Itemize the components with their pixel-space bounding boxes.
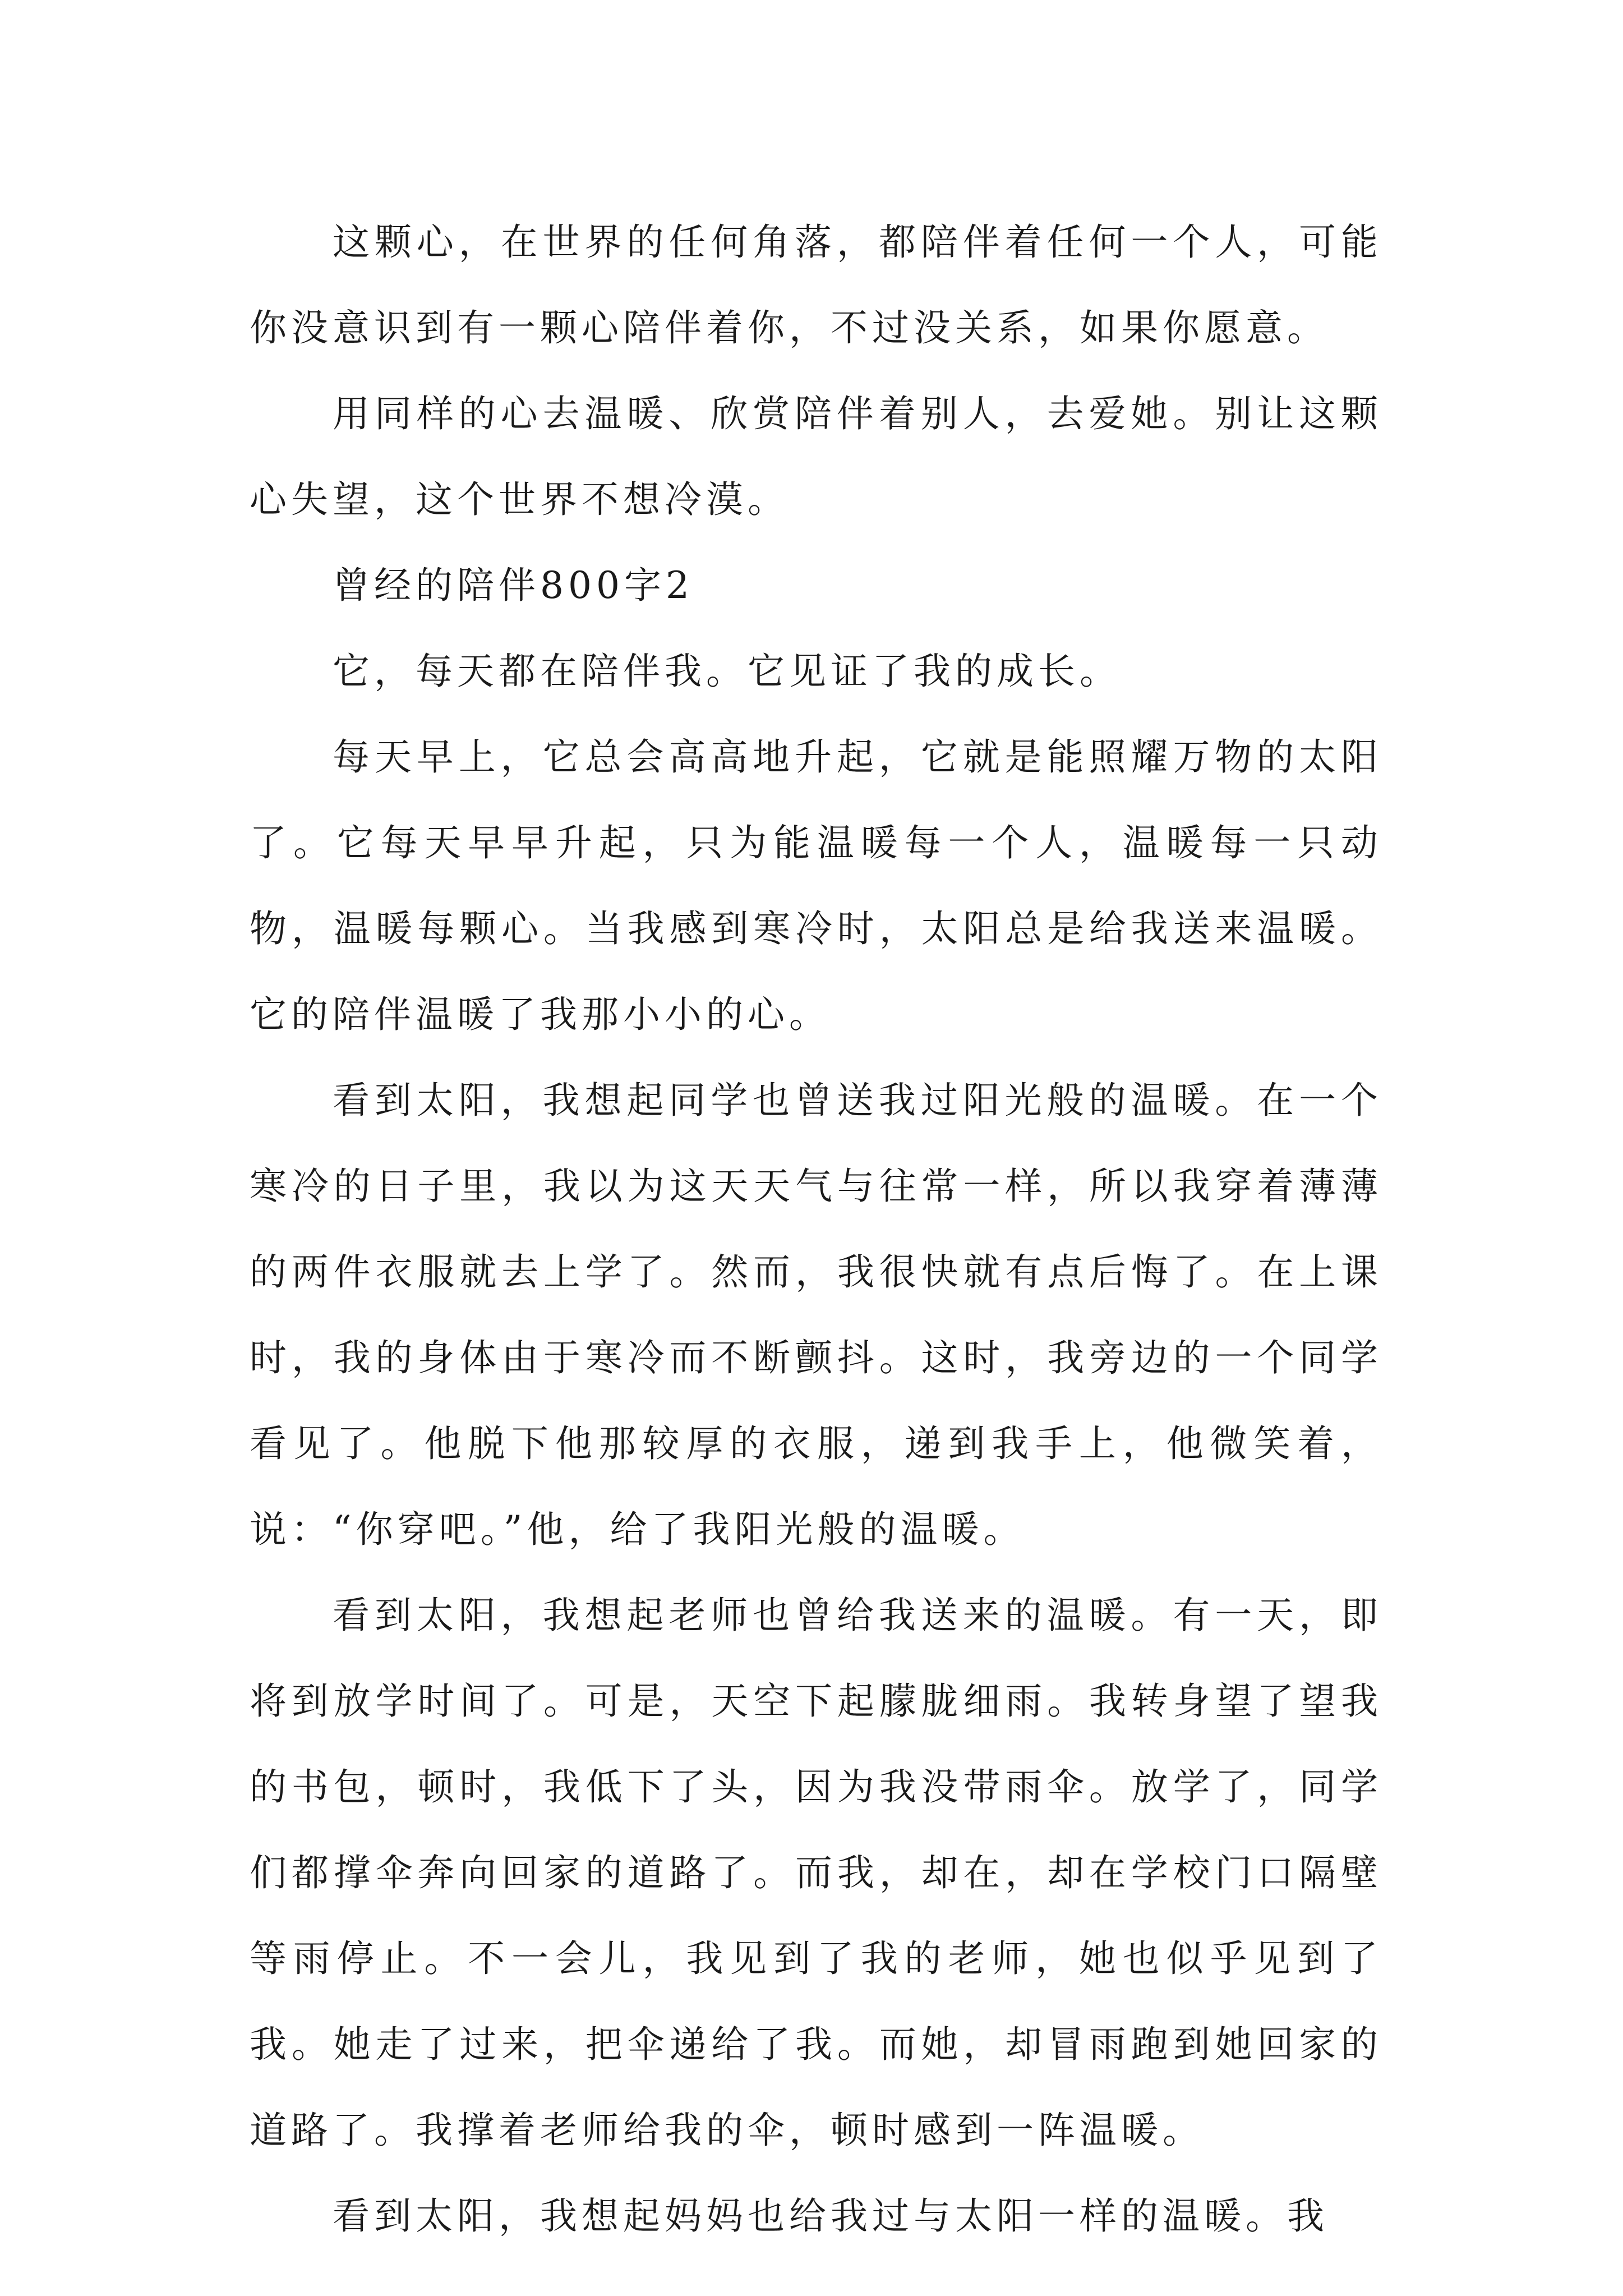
paragraph: 看到太阳，我想起同学也曾送我过阳光般的温暖。在一个寒冷的日子里，我以为这天天气与往常一样，所以我穿着薄薄的两件衣服就去上学了。然而，我很快就有点后悔了。在上课时，我的身体由于寒冷而不断颤抖。这时，我旁边的一个同学看见了。他脱下他那较厚的衣服，递到我手上，他微笑着，说：“你穿吧。”他，给了我阳光般的温暖。 — [250, 1079, 1382, 1551]
document-body — [250, 199, 1382, 2259]
paragraph: 它，每天都在陪伴我。它见证了我的成长。 — [333, 650, 1121, 693]
paragraph: 每天早上，它总会高高地升起，它就是能照耀万物的太阳了。它每天早早升起，只为能温暖每一个人，温暖每一只动物，温暖每颗心。当我感到寒冷时，太阳总是给我送来温暖。它的陪伴温暖了我那小小的心。 — [250, 735, 1382, 1036]
paragraph: 这颗心，在世界的任何角落，都陪伴着任何一个人，可能你没意识到有一颗心陪伴着你，不过没关系，如果你愿意。 — [250, 220, 1382, 349]
paragraph: 用同样的心去温暖、欣赏陪伴着别人，去爱她。别让这颗心失望，这个世界不想冷漠。 — [250, 392, 1382, 521]
section-heading: 曾经的陪伴800字2 — [333, 564, 694, 607]
paragraph: 看到太阳，我想起老师也曾给我送来的温暖。有一天，即将到放学时间了。可是，天空下起朦胧细雨。我转身望了望我的书包，顿时，我低下了头，因为我没带雨伞。放学了，同学们都撑伞奔向回家的道路了。而我，却在，却在学校门口隔壁等雨停止。不一会儿，我见到了我的老师，她也似乎见到了我。她走了过来，把伞递给了我。而她，却冒雨跑到她回家的道路了。我撑着老师给我的伞，顿时感到一阵温暖。 — [250, 1594, 1382, 2152]
paragraph: 看到太阳，我想起妈妈也给我过与太阳一样的温暖。我 — [333, 2194, 1329, 2238]
